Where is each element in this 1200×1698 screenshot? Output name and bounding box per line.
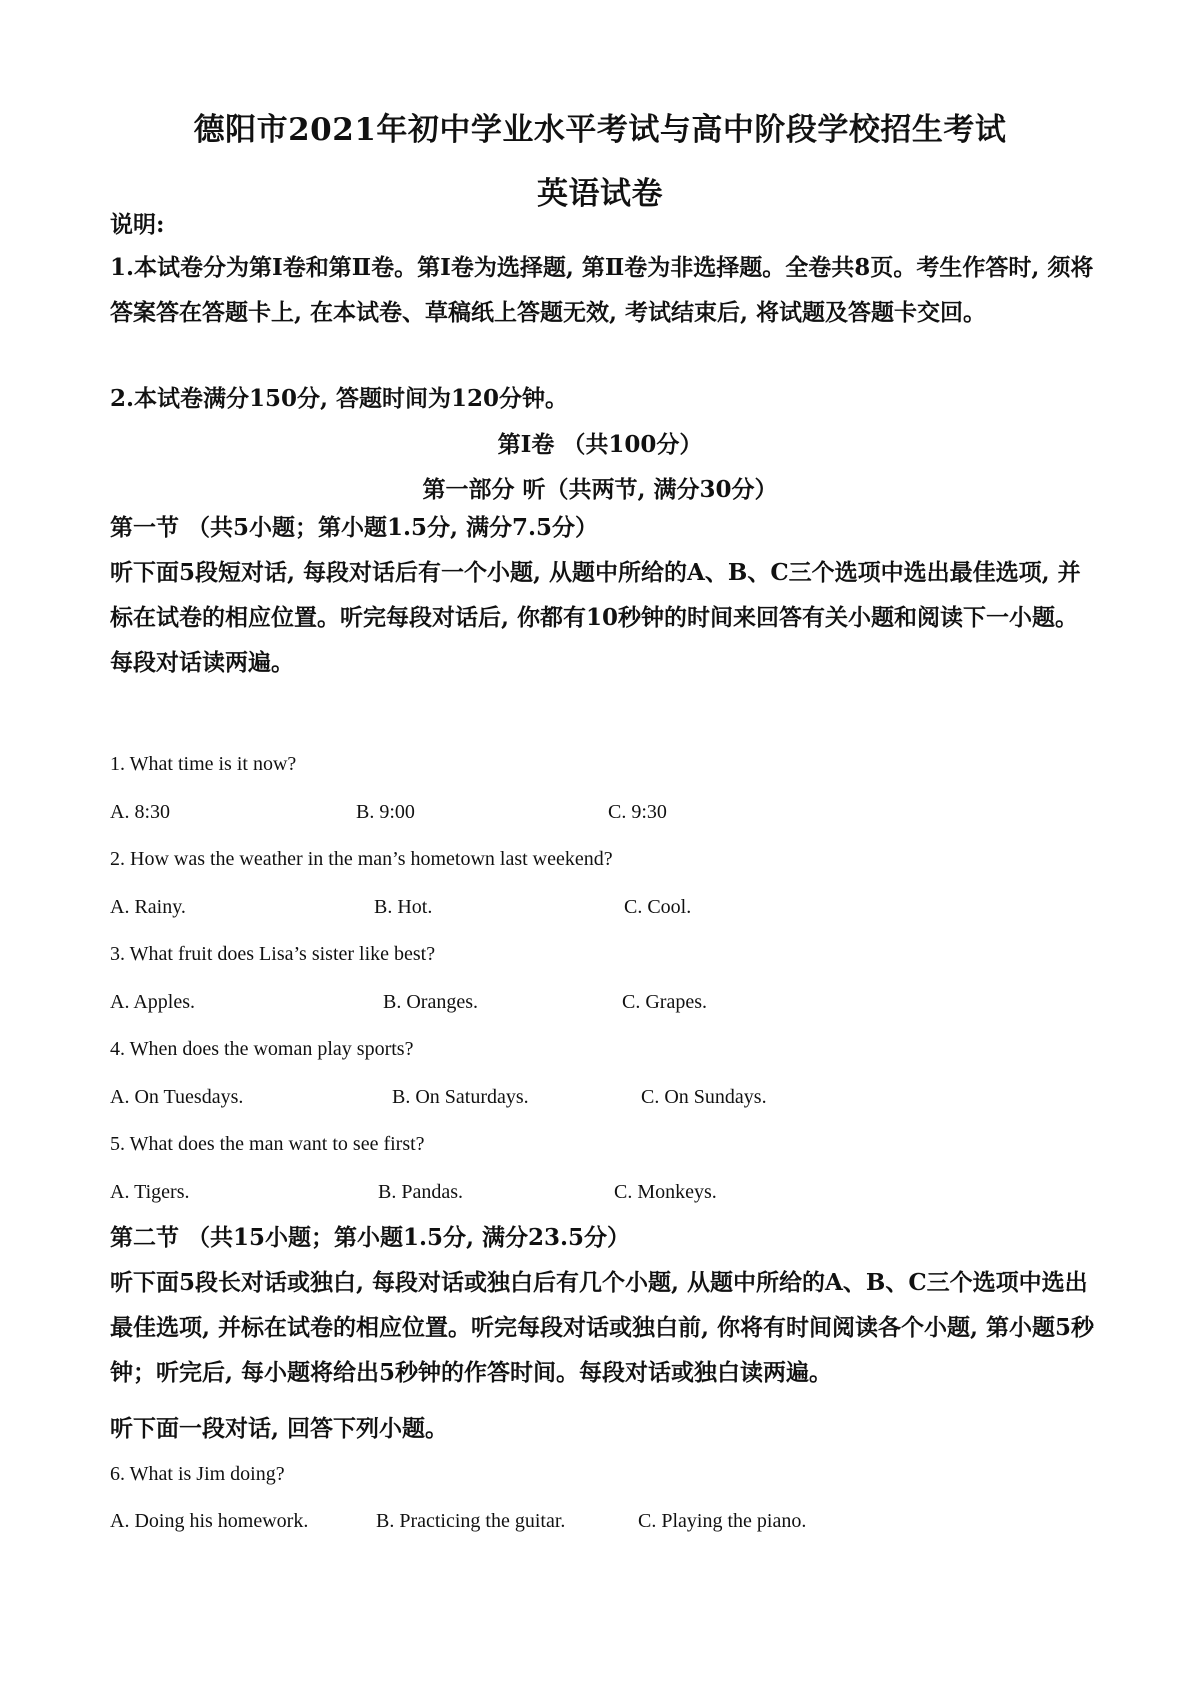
section1-directions: 听下面5段短对话, 每段对话后有一个小题, 从题中所给的A、B、C三个选项中选出最佳选项, 并标在试卷的相应位置。听完每段对话后, 你都有10秒钟的时间来回答有关小题和阅读下一小题。每段对话读两遍。 bbox=[110, 559, 1081, 676]
q3-option-b: B. Oranges. bbox=[383, 991, 478, 1013]
q1-option-c: C. 9:30 bbox=[608, 801, 667, 823]
section1-heading: 第一节 （共5小题；第小题1.5分, 满分7.5分） bbox=[110, 514, 599, 541]
instruction-item-2: 2.本试卷满分150分, 答题时间为120分钟。 bbox=[110, 385, 569, 412]
exam-title: 德阳市2021年初中学业水平考试与高中阶段学校招生考试 bbox=[193, 112, 1007, 148]
q5-option-a: A. Tigers. bbox=[110, 1181, 190, 1203]
q4-option-c: C. On Sundays. bbox=[641, 1086, 767, 1108]
section2-directions: 听下面5段长对话或独白, 每段对话或独白后有几个小题, 从题中所给的A、B、C三个选项中选出最佳选项, 并标在试卷的相应位置。听完每段对话或独白前, 你将有时间阅读各个小题, 第小题5秒钟；听完后, 每小题将给出5秒钟的作答时间。每段对话或独白读两遍。 bbox=[110, 1269, 1095, 1386]
q5-option-b: B. Pandas. bbox=[378, 1181, 463, 1203]
instructions-label: 说明: bbox=[110, 211, 165, 238]
part-heading: 第一部分 听（共两节, 满分30分） bbox=[422, 476, 778, 503]
q2-option-b: B. Hot. bbox=[374, 896, 433, 918]
q1-option-b: B. 9:00 bbox=[356, 801, 415, 823]
question-5: 5. What does the man want to see first? bbox=[110, 1133, 425, 1155]
exam-subject: 英语试卷 bbox=[537, 176, 663, 212]
q2-option-a: A. Rainy. bbox=[110, 896, 186, 918]
q6-option-c: C. Playing the piano. bbox=[638, 1510, 807, 1532]
instruction-item-1: 1.本试卷分为第I卷和第Ⅱ卷。第I卷为选择题, 第Ⅱ卷为非选择题。全卷共8页。考生作答时, 须将答案答在答题卡上, 在本试卷、草稿纸上答题无效, 考试结束后, 将试题及答题卡交回。 bbox=[110, 254, 1094, 326]
question-6: 6. What is Jim doing? bbox=[110, 1463, 285, 1485]
section2-heading: 第二节 （共15小题；第小题1.5分, 满分23.5分） bbox=[110, 1224, 631, 1251]
question-3: 3. What fruit does Lisa’s sister like best? bbox=[110, 943, 436, 965]
question-2: 2. How was the weather in the man’s hometown last weekend? bbox=[110, 848, 613, 870]
q1-option-a: A. 8:30 bbox=[110, 801, 170, 823]
section2-sub-directions: 听下面一段对话, 回答下列小题。 bbox=[110, 1415, 449, 1442]
q4-option-a: A. On Tuesdays. bbox=[110, 1086, 244, 1108]
q5-option-c: C. Monkeys. bbox=[614, 1181, 717, 1203]
q4-option-b: B. On Saturdays. bbox=[392, 1086, 529, 1108]
volume-heading: 第I卷 （共100分） bbox=[497, 431, 703, 458]
q3-option-c: C. Grapes. bbox=[622, 991, 707, 1013]
question-1: 1. What time is it now? bbox=[110, 753, 297, 775]
q6-option-a: A. Doing his homework. bbox=[110, 1510, 309, 1532]
q2-option-c: C. Cool. bbox=[624, 896, 692, 918]
q3-option-a: A. Apples. bbox=[110, 991, 195, 1013]
q6-option-b: B. Practicing the guitar. bbox=[376, 1510, 566, 1532]
question-4: 4. When does the woman play sports? bbox=[110, 1038, 414, 1060]
